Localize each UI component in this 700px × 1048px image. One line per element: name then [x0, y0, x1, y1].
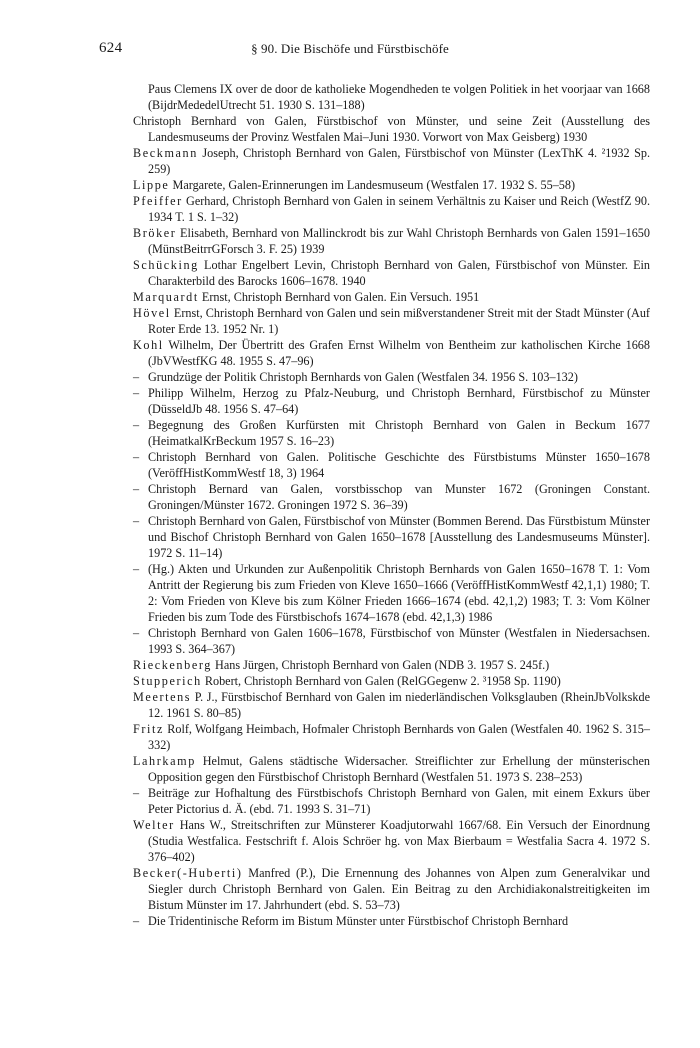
bibliography-entry [133, 721, 650, 753]
entry-author: Welter [133, 818, 175, 832]
entry-author: Pfeiffer [133, 194, 183, 208]
entry-text: Manfred (P.), Die Ernennung des Johannes von Alpen zum Generalvikar und Siegler durch Christoph Bernhard von Galen. Ein Beitrag zu den Archidiakonalstreitigkeiten im Bistum Münster im 17. Jahrhundert (ebd. S. 53–73) [148, 866, 650, 912]
repeat-author-dash: – [133, 562, 140, 576]
bibliography-entry [133, 145, 650, 177]
entry-text: Philipp Wilhelm, Herzog zu Pfalz-Neuburg, und Christoph Bernhard, Fürstbischof zu Münster (DüsseldJb 48. 1956 S. 47–64) [148, 386, 650, 416]
entry-text: Grundzüge der Politik Christoph Bernhards von Galen (Westfalen 34. 1956 S. 103–132) [148, 370, 578, 384]
bibliography-entry [133, 689, 650, 721]
bibliography-entry [133, 561, 650, 625]
repeat-author-dash: – [133, 626, 140, 640]
entry-author: Beckmann [133, 146, 198, 160]
repeat-author-dash: – [133, 482, 140, 496]
bibliography-entry [133, 257, 650, 289]
repeat-author-dash: – [133, 386, 140, 400]
repeat-author-dash: – [133, 914, 140, 928]
repeat-author-dash: – [133, 514, 140, 528]
entry-text: Hans Jürgen, Christoph Bernhard von Galen (NDB 3. 1957 S. 245f.) [211, 658, 550, 672]
entry-text: Lothar Engelbert Levin, Christoph Bernhard von Galen, Fürstbischof von Münster. Ein Charakterbild des Barocks 1606–1678. 1940 [148, 258, 650, 288]
bibliography-entry [133, 193, 650, 225]
repeat-author-dash: – [133, 370, 140, 384]
bibliography-entry [133, 417, 650, 449]
entry-author: Becker(-Huberti) [133, 866, 243, 880]
bibliography-entry [133, 625, 650, 657]
bibliography-entry [133, 657, 650, 673]
repeat-author-dash: – [133, 450, 140, 464]
entry-author: Lahrkamp [133, 754, 196, 768]
entry-author: Meertens [133, 690, 192, 704]
bibliography-entry [133, 337, 650, 369]
bibliography-entry [133, 753, 650, 785]
entry-text: Robert, Christoph Bernhard von Galen (RelGGegenw 2. ³1958 Sp. 1190) [201, 674, 561, 688]
repeat-author-dash: – [133, 418, 140, 432]
entry-text: (Hg.) Akten und Urkunden zur Außenpolitik Christoph Bernhards von Galen 1650–1678 T. 1: Vom Antritt der Regierung bis zum Frieden von Kleve 1650–1666 (VeröffHistKommWestf 42,1,1) 1980; T. 2: Vom Frieden von Kleve bis zum Kölner Frieden 1666–1674 (ebd. 42,1,2) 1983; T. 3: Vom Kölner Frieden bis zum Tode des Fürstbischofs 1674–1678 (ebd. 42,1,3) 1986 [148, 562, 650, 624]
running-head: § 90. Die Bischöfe und Fürstbischöfe [251, 41, 449, 56]
bibliography-entry [133, 225, 650, 257]
entry-author: Kohl [133, 338, 164, 352]
entry-text: Die Tridentinische Reform im Bistum Münster unter Fürstbischof Christoph Bernhard [148, 914, 569, 928]
bibliography-entry [133, 449, 650, 481]
bibliography-entry [133, 481, 650, 513]
entry-text: Christoph Bernhard von Galen, Fürstbischof von Münster (Bommen Berend. Das Fürstbistum Münster und Bischof Christoph Bernhard von Galen 1650–1678 [Ausstellung des Landesmuseums Münster]. 1972 S. 11–14) [148, 514, 651, 560]
entry-text: Ernst, Christoph Bernhard von Galen. Ein Versuch. 1951 [198, 290, 480, 304]
entry-author: Fritz [133, 722, 165, 736]
entry-text: P. J., Fürstbischof Bernhard von Galen im niederländischen Volksglauben (RheinJbVolkskde 12. 1961 S. 80–85) [148, 690, 650, 720]
bibliography-entry [133, 305, 650, 337]
entry-text: Begegnung des Großen Kurfürsten mit Christoph Bernhard von Galen in Beckum 1677 (HeimatkalKrBeckum 1957 S. 16–23) [148, 418, 650, 448]
bibliography-entry [133, 673, 650, 689]
entry-text: Christoph Bernhard von Galen. Politische Geschichte des Fürstbistums Münster 1650–1678 (VeröffHistKommWestf 18, 3) 1964 [148, 450, 650, 480]
entry-text: Gerhard, Christoph Bernhard von Galen in seinem Verhältnis zu Kaiser und Reich (WestfZ 90. 1934 T. 1 S. 1–32) [148, 194, 650, 224]
entry-text: Rolf, Wolfgang Heimbach, Hofmaler Christoph Bernhards von Galen (Westfalen 40. 1962 S. 315–332) [148, 722, 650, 752]
bibliography-list [133, 81, 650, 929]
entry-text: Christoph Bernard van Galen, vorstbisschop van Munster 1672 (Groningen Constant. Groningen/Münster 1672. Groningen 1972 S. 36–39) [148, 482, 650, 512]
page-number: 624 [99, 40, 123, 56]
bibliography-entry [133, 913, 650, 929]
entry-text: Ernst, Christoph Bernhard von Galen und sein mißverstandener Streit mit der Stadt Münster (Auf Roter Erde 13. 1952 Nr. 1) [148, 306, 650, 336]
entry-author: Hövel [133, 306, 171, 320]
entry-author: Marquardt [133, 290, 199, 304]
entry-text: Wilhelm, Der Übertritt des Grafen Ernst Wilhelm von Bentheim zur katholischen Kirche 1668 (JbVWestfKG 48. 1955 S. 47–96) [148, 338, 650, 368]
bibliography-entry [133, 113, 650, 145]
entry-author: Schücking [133, 258, 199, 272]
entry-text: Beiträge zur Hofhaltung des Fürstbischofs Christoph Bernhard von Galen, mit einem Exkurs über Peter Pictorius d. Ä. (ebd. 71. 1993 S. 31–71) [148, 786, 650, 816]
bibliography-entry [133, 289, 650, 305]
entry-author: Bröker [133, 226, 177, 240]
bibliography-entry [133, 817, 650, 865]
entry-author: Rieckenberg [133, 658, 212, 672]
entry-text: Helmut, Galens städtische Widersacher. Streiflichter zur Erhellung der münsterischen Opposition gegen den Fürstbischof Christoph Bernhard (Westfalen 51. 1973 S. 238–253) [148, 754, 650, 784]
bibliography-entry [133, 785, 650, 817]
entry-text: Margarete, Galen-Erinnerungen im Landesmuseum (Westfalen 17. 1932 S. 55–58) [169, 178, 576, 192]
entry-text: Joseph, Christoph Bernhard von Galen, Fürstbischof von Münster (LexThK 4. ²1932 Sp. 259) [148, 146, 650, 176]
bibliography-entry [133, 81, 650, 113]
entry-text: Paus Clemens IX over de door de katholieke Mogendheden te volgen Politiek in het voorjaar van 1668 (BijdrMededelUtrecht 51. 1930 S. 131–188) [148, 82, 650, 112]
entry-text: Christoph Bernhard von Galen 1606–1678, Fürstbischof von Münster (Westfalen in Niedersachsen. 1993 S. 364–367) [148, 626, 650, 656]
bibliography-entry [133, 369, 650, 385]
entry-text: Christoph Bernhard von Galen, Fürstbischof von Münster, und seine Zeit (Ausstellung des Landesmuseums der Provinz Westfalen Mai–Juni 1930. Vorwort von Max Geisberg) 1930 [133, 114, 650, 144]
entry-author: Stupperich [133, 674, 202, 688]
entry-text: Elisabeth, Bernhard von Mallinckrodt bis zur Wahl Christoph Bernhards von Galen 1591–1650 (MünstBeitrrGForsch 3. F. 25) 1939 [148, 226, 650, 256]
entry-author: Lippe [133, 178, 170, 192]
bibliography-entry [133, 385, 650, 417]
entry-text: Hans W., Streitschriften zur Münsterer Koadjutorwahl 1667/68. Ein Versuch der Einordnung (Studia Westfalica. Festschrift f. Alois Schröer hg. von Max Bierbaum = Westfalia Sacra 4. 1972 S. 376–402) [148, 818, 650, 864]
bibliography-entry [133, 177, 650, 193]
repeat-author-dash: – [133, 786, 140, 800]
bibliography-entry [133, 513, 650, 561]
bibliography-entry [133, 865, 650, 913]
